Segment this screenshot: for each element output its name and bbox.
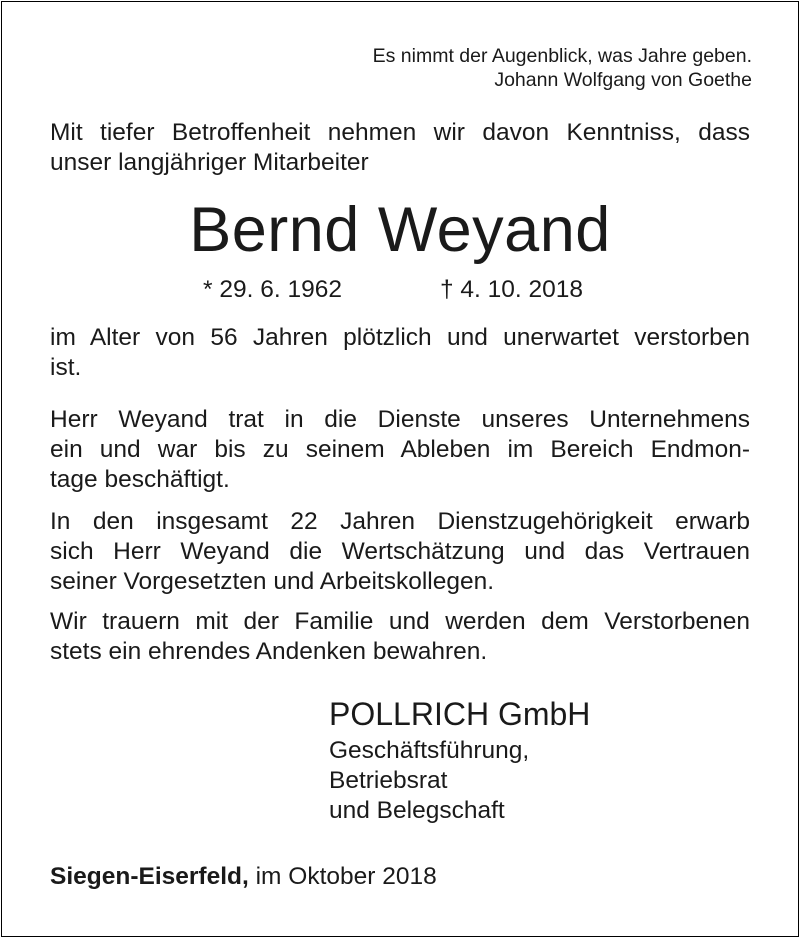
quote-author: Johann Wolfgang von Goethe [494, 69, 752, 91]
intro-line: unser langjähriger Mitarbeiter [50, 149, 369, 176]
paragraph-line: Herr Weyand trat in die Dienste unseres Unternehmens [50, 406, 750, 433]
quote-text: Es nimmt der Augenblick, was Jahre geben. [372, 45, 752, 67]
paragraph-line: Wir trauern mit der Familie und werden dem Verstorbenen [50, 608, 750, 635]
paragraph-mourning [50, 607, 750, 667]
paragraph-line: tage beschäftigt. [50, 466, 230, 493]
paragraph-line: seiner Vorgesetzten und Arbeitskollegen. [50, 568, 495, 595]
intro-line: Mit tiefer Betroffenheit nehmen wir davon Kenntniss, dass [50, 119, 750, 146]
paragraph-line: In den insgesamt 22 Jahren Dienstzugehörigkeit erwarb [50, 508, 750, 535]
signature-line: und Belegschaft [329, 797, 505, 824]
date-text: im Oktober 2018 [255, 863, 437, 890]
intro-paragraph [50, 118, 750, 178]
company-name: POLLRICH GmbH [329, 696, 591, 732]
signature-line: Betriebsrat [329, 767, 448, 794]
deceased-name: Bernd Weyand [189, 195, 611, 265]
paragraph-line: stets ein ehrendes Andenken bewahren. [50, 638, 488, 665]
paragraph-service [50, 507, 750, 597]
paragraph-line: ein und war bis zu seinem Ableben im Bereich Endmon- [50, 436, 750, 463]
signature-block [329, 736, 529, 826]
paragraph-line: sich Herr Weyand die Wertschätzung und das Vertrauen [50, 538, 750, 565]
place-date-line [50, 862, 437, 892]
paragraph-age [50, 323, 750, 383]
signature-line: Geschäftsführung, [329, 737, 530, 764]
paragraph-employment [50, 405, 750, 495]
birth-date: * 29. 6. 1962 [203, 276, 342, 303]
death-date: † 4. 10. 2018 [440, 276, 584, 303]
goethe-quote [373, 44, 752, 92]
paragraph-line: im Alter von 56 Jahren plötzlich und unerwartet verstorben [50, 324, 750, 351]
paragraph-line: ist. [50, 354, 82, 381]
place-name: Siegen-Eiserfeld, [50, 863, 249, 890]
